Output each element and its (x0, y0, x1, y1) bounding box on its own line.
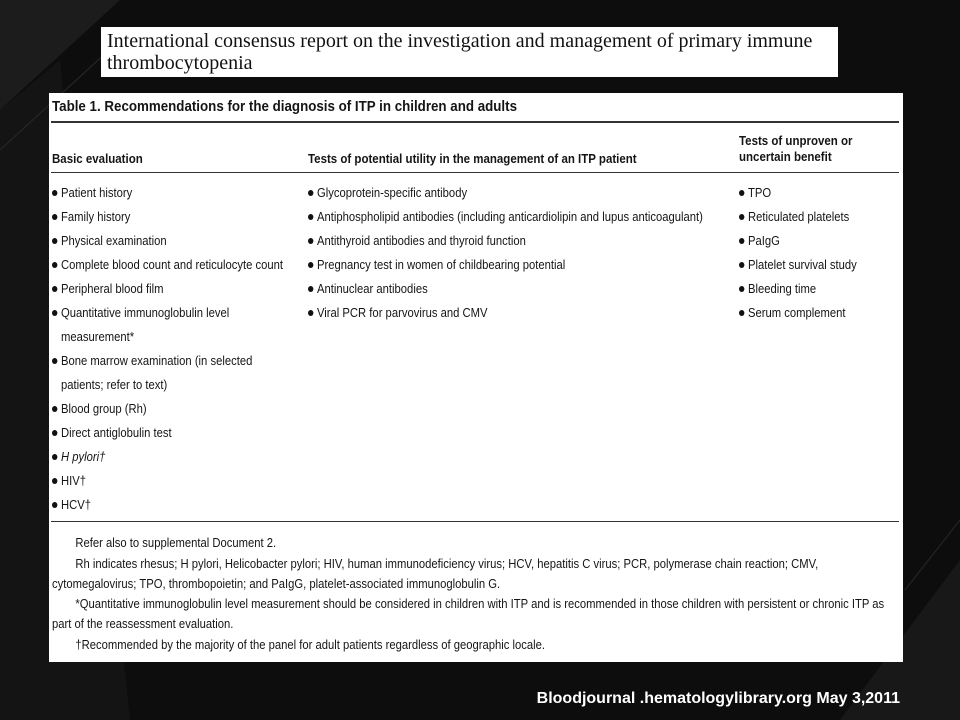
bullet-icon (739, 262, 744, 268)
bullet-icon (52, 310, 57, 316)
rule-top (51, 121, 899, 123)
bullet-icon (308, 310, 313, 316)
column-header-unproven: Tests of unproven or uncertain benefit (739, 134, 853, 164)
column-header-potential: Tests of potential utility in the management of an ITP patient (308, 152, 637, 166)
bullet-icon (52, 238, 57, 244)
footnote-panel: †Recommended by the majority of the panel for adult patients regardless of geographic locale. (75, 638, 546, 652)
bullet-icon (52, 358, 57, 364)
bullet-icon (739, 286, 744, 292)
bullet-icon (52, 454, 57, 460)
list-item: Physical examination (52, 229, 283, 253)
list-item: Antinuclear antibodies (308, 277, 703, 301)
list-item: Bone marrow examination (in selected patients; refer to text) (52, 349, 255, 397)
bullet-icon (308, 286, 313, 292)
list-item: Peripheral blood film (52, 277, 283, 301)
list-item: Reticulated platelets (739, 205, 857, 229)
rule-bottom (51, 521, 899, 522)
list-item: Platelet survival study (739, 253, 857, 277)
bullet-icon (52, 190, 57, 196)
list-item: Quantitative immunoglobulin level measurement* (52, 301, 241, 349)
bullet-icon (739, 238, 744, 244)
list-item: Viral PCR for parvovirus and CMV (308, 301, 703, 325)
column-header-basic: Basic evaluation (52, 152, 143, 166)
bullet-icon (52, 214, 57, 220)
list-item: Direct antiglobulin test (52, 421, 283, 445)
bullet-icon (308, 214, 313, 220)
bullet-icon (308, 238, 313, 244)
table-title: Table 1. Recommendations for the diagnosis of ITP in children and adults (52, 99, 518, 115)
bullet-icon (52, 502, 57, 508)
bullet-icon (52, 430, 57, 436)
list-item: Blood group (Rh) (52, 397, 283, 421)
table-image (49, 93, 903, 662)
bullet-icon (739, 190, 744, 196)
list-item: Antithyroid antibodies and thyroid function (308, 229, 703, 253)
list-potential-utility (308, 181, 703, 325)
slide-title: International consensus report on the investigation and management of primary immune thrombocytopenia (107, 30, 813, 74)
list-basic-evaluation (52, 181, 283, 517)
bullet-icon (52, 406, 57, 412)
footnote-abbreviations: Rh indicates rhesus; H pylori, Helicobacter pylori; HIV, human immunodeficiency virus; HCV, hepatitis C virus; PCR, polymerase chain reaction; CMV, cytomegalovirus; TPO, thrombopoietin; and PaIgG, platelet-associated immunoglobulin G. (52, 557, 819, 591)
list-item: Glycoprotein-specific antibody (308, 181, 703, 205)
list-item: Pregnancy test in women of childbearing potential (308, 253, 703, 277)
rule-header (51, 172, 899, 173)
bullet-icon (308, 262, 313, 268)
list-item: Family history (52, 205, 283, 229)
footnote-supplemental: Refer also to supplemental Document 2. (75, 536, 277, 550)
list-item: HIV† (52, 469, 283, 493)
list-item: HCV† (52, 493, 283, 517)
bullet-icon (52, 478, 57, 484)
bullet-icon (739, 214, 744, 220)
list-item: PaIgG (739, 229, 857, 253)
list-item: H pylori† (52, 445, 283, 469)
list-item: Antiphospholipid antibodies (including anticardiolipin and lupus anticoagulant) (308, 205, 703, 229)
header-banner (101, 27, 838, 77)
bullet-icon (308, 190, 313, 196)
list-item: Serum complement (739, 301, 857, 325)
source-citation: Bloodjournal .hematologylibrary.org May 3,2011 (536, 690, 900, 707)
list-unproven-benefit (739, 181, 857, 325)
list-item: Bleeding time (739, 277, 857, 301)
bullet-icon (52, 262, 57, 268)
list-item: Patient history (52, 181, 283, 205)
list-item: Complete blood count and reticulocyte count (52, 253, 283, 277)
bullet-icon (52, 286, 57, 292)
list-item: TPO (739, 181, 857, 205)
footnote-immunoglobulin: *Quantitative immunoglobulin level measurement should be considered in children with ITP and is recommended in those children with persistent or chronic ITP as part of the reassessment evaluation. (52, 597, 885, 631)
bullet-icon (739, 310, 744, 316)
